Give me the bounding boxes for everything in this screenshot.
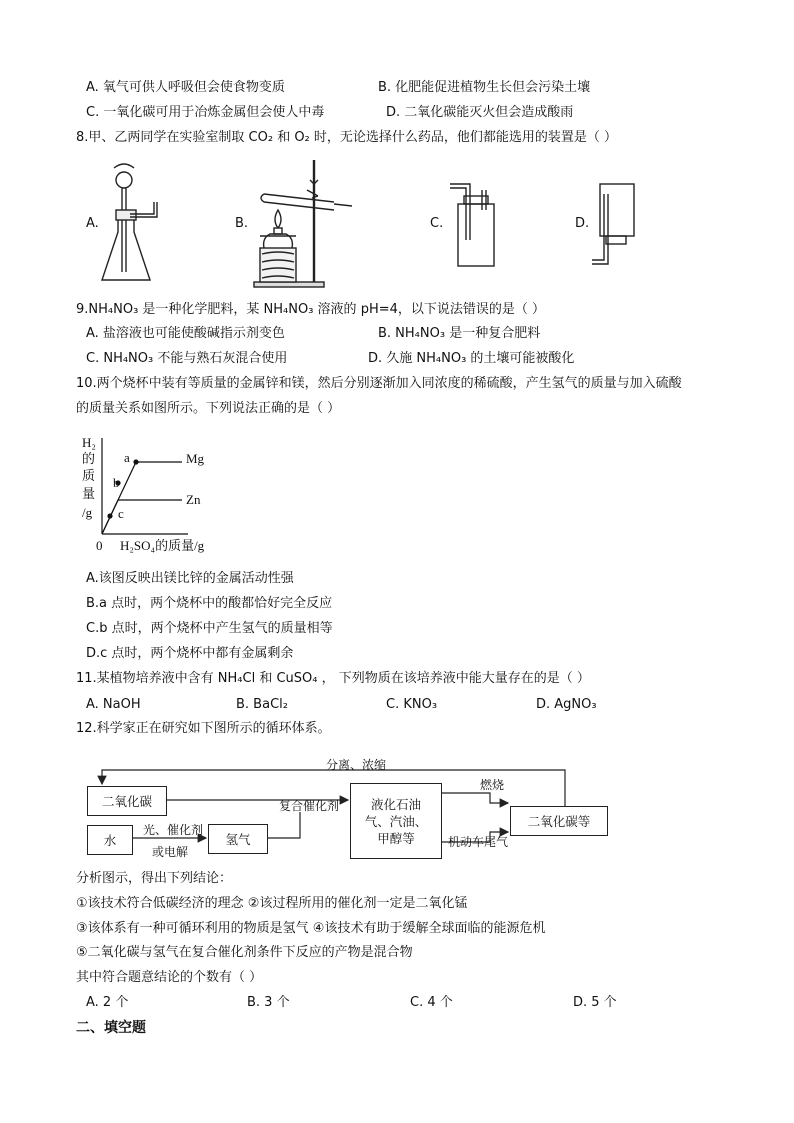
q8-label-a: A. [86, 216, 99, 231]
diagram-box-fuels [350, 783, 442, 859]
diagram-fuel-line3: 甲醇等 [377, 830, 415, 846]
q12-statement-3-4: ③该体系有一种可循环利用的物质是氢气 ④该技术有助于缓解全球面临的能源危机 [76, 921, 546, 936]
q11-option-b: B. BaCl₂ [236, 697, 288, 712]
graph-origin-label: 0 [96, 538, 103, 553]
q11-option-c: C. KNO₃ [386, 697, 438, 712]
q8-stem: 8.甲、乙两同学在实验室制取 CO₂ 和 O₂ 时，无论选择什么药品，他们都能选用的装置是（ ） [76, 130, 618, 145]
q12-statement-5: ⑤二氧化碳与氢气在复合催化剂条件下反应的产物是混合物 [76, 945, 413, 960]
q12-statement-1-2: ①该技术符合低碳经济的理念 ②该过程所用的催化剂一定是二氧化锰 [76, 896, 468, 911]
graph-y-label-1: H₂ [82, 435, 96, 450]
q11-option-a: A. NaOH [86, 697, 141, 712]
section-heading-fill-in: 二、填空题 [76, 1020, 146, 1036]
q9-stem: 9.NH₄NO₃ 是一种化学肥料，某 NH₄NO₃ 溶液的 pH=4，以下说法错误的是（ ） [76, 302, 546, 317]
graph-y-label-2: 的 [82, 451, 96, 466]
q7-option-b: B. 化肥能促进植物生长但会污染土壤 [378, 80, 591, 95]
diagram-box-co2: 二氧化碳 [87, 786, 167, 816]
q9-option-a: A. 盐溶液也可能使酸碱指示剂变色 [86, 326, 285, 341]
q12-intro: 分析图示，得出下列结论： [76, 871, 233, 886]
q12-option-a: A. 2 个 [86, 995, 129, 1010]
diagram-label-separate-concentrate: 分离、浓缩 [326, 758, 387, 772]
q10-option-a: A.该图反映出镁比锌的金属活动性强 [86, 571, 294, 586]
graph-y-label-3: 质 [82, 468, 96, 483]
q7-option-c: C. 一氧化碳可用于冶炼金属但会使人中毒 [86, 105, 325, 120]
q8-label-c: C. [430, 216, 444, 231]
diagram-label-electrolysis: 或电解 [152, 845, 189, 859]
q7-option-d: D. 二氧化碳能灭火但会造成酸雨 [386, 105, 574, 120]
graph-y-label-5: /g [82, 505, 93, 520]
q8-label-d: D. [575, 216, 590, 231]
q12-ask: 其中符合题意结论的个数有（ ） [76, 970, 263, 985]
q10-option-b: B.a 点时，两个烧杯中的酸都恰好完全反应 [86, 596, 333, 611]
diagram-fuel-line1: 液化石油 [370, 796, 421, 812]
q9-option-b: B. NH₄NO₃ 是一种复合肥料 [378, 326, 541, 341]
q12-stem: 12.科学家正在研究如下图所示的循环体系。 [76, 721, 331, 736]
q12-option-b: B. 3 个 [247, 995, 290, 1010]
diagram-fuel-line2: 气、汽油、 [364, 813, 428, 829]
graph-y-label-4: 量 [82, 486, 96, 501]
diagram-box-water: 水 [87, 825, 133, 855]
q7-option-a: A. 氧气可供人呼吸但会使食物变质 [86, 80, 285, 95]
q10-stem-line1: 10.两个烧杯中装有等质量的金属锌和镁，然后分别逐渐加入同浓度的稀硫酸，产生氢气的质量与加入硫酸 [76, 376, 682, 391]
graph-point-c-label: c [118, 506, 124, 521]
diagram-label-combustion: 燃烧 [480, 778, 505, 792]
q12-option-d: D. 5 个 [573, 995, 617, 1010]
q10-option-d: D.c 点时，两个烧杯中都有金属剩余 [86, 646, 294, 661]
diagram-box-hydrogen: 氢气 [208, 824, 268, 854]
q11-stem: 11.某植物培养液中含有 NH₄Cl 和 CuSO₄ ， 下列物质在该培养液中能大量存在的是（ ） [76, 671, 590, 686]
graph-series-zn-label: Zn [186, 492, 201, 507]
q9-option-d: D. 久施 NH₄NO₃ 的土壤可能被酸化 [368, 351, 575, 366]
diagram-label-composite-catalyst: 复合催化剂 [279, 799, 340, 813]
q10-option-c: C.b 点时，两个烧杯中产生氢气的质量相等 [86, 621, 333, 636]
q11-option-d: D. AgNO₃ [536, 697, 597, 712]
graph-point-b-label: b [113, 475, 120, 490]
diagram-label-light-catalyst: 光、催化剂 [143, 823, 204, 837]
graph-series-mg-label: Mg [186, 451, 205, 466]
graph-x-label: H₂SO₄的质量/g [120, 538, 205, 553]
q12-option-c: C. 4 个 [410, 995, 453, 1010]
q9-option-c: C. NH₄NO₃ 不能与熟石灰混合使用 [86, 351, 288, 366]
q10-stem-line2: 的质量关系如图所示。下列说法正确的是（ ） [76, 401, 341, 416]
q8-label-b: B. [235, 216, 249, 231]
graph-point-a-label: a [124, 450, 130, 465]
diagram-box-co2-etc: 二氧化碳等 [510, 806, 608, 836]
diagram-label-vehicle-exhaust: 机动车尾气 [448, 835, 509, 849]
